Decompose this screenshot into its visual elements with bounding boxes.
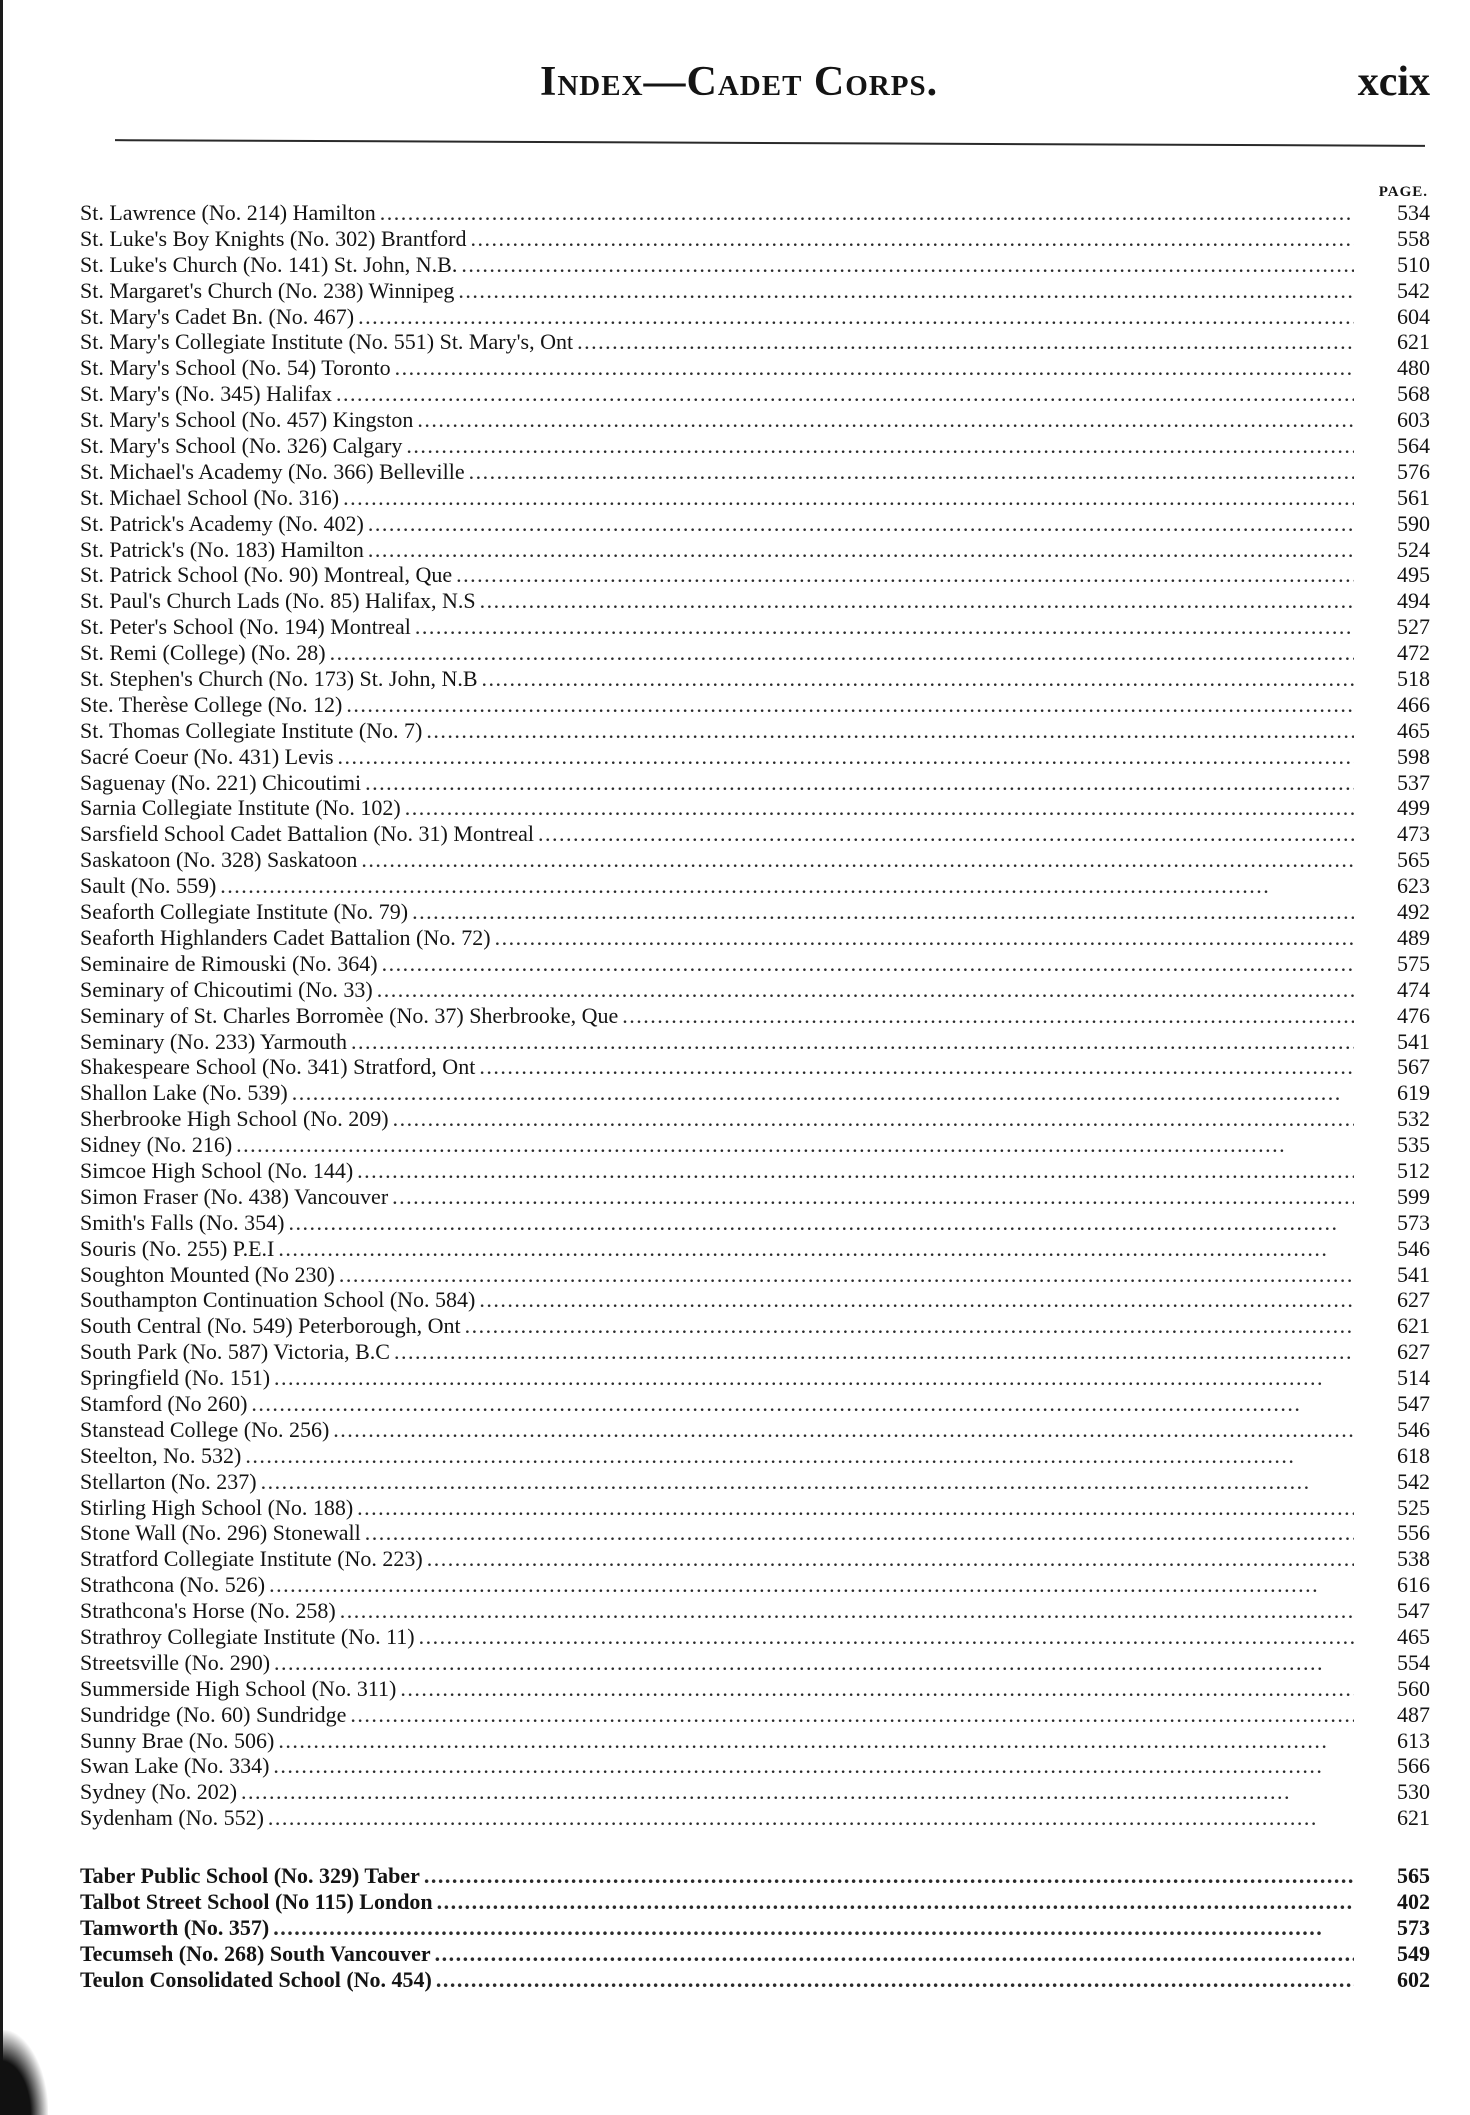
index-entry — [80, 1889, 1430, 1915]
index-entry — [80, 200, 1430, 226]
index-entry — [80, 847, 1430, 873]
entry-page-number: 603 — [1397, 407, 1430, 433]
entry-name: South Park (No. 587) Victoria, B.C — [80, 1339, 390, 1365]
dot-leader — [350, 1702, 1354, 1728]
dot-leader — [395, 355, 1354, 381]
index-entry — [80, 381, 1430, 407]
dot-leader — [220, 873, 1354, 899]
entry-page-number: 494 — [1397, 588, 1430, 614]
index-entry — [80, 1779, 1430, 1805]
entry-name: Stanstead College (No. 256) — [80, 1416, 330, 1442]
index-entry — [80, 1158, 1430, 1184]
dot-leader — [268, 1805, 1354, 1831]
entry-page-number: 487 — [1397, 1701, 1430, 1727]
dot-leader — [365, 1520, 1354, 1546]
entry-name: Sidney (No. 216) — [80, 1132, 233, 1158]
dot-leader — [273, 1915, 1354, 1941]
entry-page-number: 602 — [1397, 1966, 1430, 1992]
entry-page-number: 510 — [1397, 251, 1430, 277]
index-entry — [80, 692, 1430, 718]
entry-page-number: 566 — [1397, 1753, 1430, 1779]
index-entry — [80, 355, 1430, 381]
entry-name: St. Michael's Academy (No. 366) Belleville — [80, 458, 465, 484]
entry-page-number: 499 — [1397, 795, 1430, 821]
index-entry — [80, 770, 1430, 796]
entry-name: Seminary of Chicoutimi (No. 33) — [80, 976, 373, 1002]
dot-leader — [437, 1889, 1354, 1915]
entry-name: St. Patrick School (No. 90) Montreal, Que — [80, 562, 453, 588]
dot-leader — [292, 1080, 1354, 1106]
entry-name: Seaforth Highlanders Cadet Battalion (No. 72) — [80, 924, 491, 950]
entry-name: Seminaire de Rimouski (No. 364) — [80, 950, 378, 976]
entry-page-number: 547 — [1397, 1598, 1430, 1624]
dot-leader — [419, 1624, 1354, 1650]
page-number: xcix — [1357, 59, 1430, 105]
entry-name: Sarsfield School Cadet Battalion (No. 31) Montreal — [80, 821, 534, 847]
entry-page-number: 534 — [1397, 200, 1430, 225]
dot-leader — [412, 899, 1354, 925]
entry-page-number: 627 — [1397, 1287, 1430, 1313]
entry-page-number: 564 — [1397, 433, 1430, 459]
entry-page-number: 489 — [1397, 924, 1430, 950]
index-entry — [80, 1598, 1430, 1624]
index-entry — [80, 1029, 1430, 1055]
dot-leader — [368, 511, 1354, 537]
index-entry — [80, 537, 1430, 563]
index-entry — [80, 1287, 1430, 1313]
entry-name: Southampton Continuation School (No. 584) — [80, 1287, 476, 1313]
entry-page-number: 556 — [1397, 1520, 1430, 1546]
dot-leader — [365, 770, 1354, 796]
dot-leader — [241, 1779, 1354, 1805]
dot-leader — [336, 381, 1354, 407]
index-entry — [80, 1572, 1430, 1598]
entry-page-number: 567 — [1397, 1054, 1430, 1080]
entry-page-number: 621 — [1397, 1805, 1430, 1831]
index-entry — [80, 1106, 1430, 1132]
dot-leader — [406, 433, 1354, 459]
index-entry — [80, 1054, 1430, 1080]
entry-page-number: 590 — [1397, 510, 1430, 536]
dot-leader — [427, 1546, 1354, 1572]
index-entry — [80, 821, 1430, 847]
dot-leader — [261, 1469, 1354, 1495]
entry-name: Seminary (No. 233) Yarmouth — [80, 1028, 348, 1054]
dot-leader — [351, 1029, 1354, 1055]
entry-page-number: 618 — [1397, 1442, 1430, 1468]
index-entry — [80, 1469, 1430, 1495]
dot-leader — [251, 1391, 1354, 1417]
entry-name: St. Peter's School (No. 194) Montreal — [80, 614, 411, 640]
dot-leader — [471, 226, 1355, 252]
index-entry — [80, 304, 1430, 330]
entry-name: Sydney (No. 202) — [80, 1779, 238, 1805]
index-entry — [80, 1417, 1430, 1443]
dot-leader — [417, 407, 1354, 433]
index-entry — [80, 977, 1430, 1003]
index-entry — [80, 252, 1430, 278]
index-entry — [80, 1262, 1430, 1288]
entry-page-number: 535 — [1397, 1132, 1430, 1158]
entry-page-number: 473 — [1397, 821, 1430, 847]
index-entry — [80, 1650, 1430, 1676]
entry-name: Sarnia Collegiate Institute (No. 102) — [80, 795, 401, 821]
entry-name: Saguenay (No. 221) Chicoutimi — [80, 769, 362, 795]
index-entry — [80, 1546, 1430, 1572]
entry-name: Sault (No. 559) — [80, 873, 217, 899]
entry-name: Sunny Brae (No. 506) — [80, 1727, 275, 1753]
index-entry — [80, 744, 1430, 770]
entry-page-number: 561 — [1397, 484, 1430, 510]
dot-leader — [278, 1236, 1354, 1262]
entry-name: St. Mary's School (No. 54) Toronto — [80, 355, 391, 381]
entry-page-number: 623 — [1397, 873, 1430, 899]
index-entry — [80, 899, 1430, 925]
dot-leader — [405, 795, 1354, 821]
index-block-t — [80, 1863, 1430, 1992]
entry-page-number: 514 — [1397, 1365, 1430, 1391]
dot-leader — [288, 1210, 1354, 1236]
entry-name: Simon Fraser (No. 438) Vancouver — [80, 1183, 389, 1209]
entry-page-number: 480 — [1397, 355, 1430, 381]
page-title: Index—Cadet Corps. — [540, 59, 939, 105]
index-entry — [80, 873, 1430, 899]
dot-leader — [426, 718, 1354, 744]
entry-page-number: 616 — [1397, 1572, 1430, 1598]
entry-name: Stone Wall (No. 296) Stonewall — [80, 1520, 361, 1546]
dot-leader — [394, 1339, 1354, 1365]
entry-name: St. Mary's School (No. 326) Calgary — [80, 433, 403, 459]
entry-page-number: 465 — [1397, 717, 1430, 743]
entry-page-number: 542 — [1397, 1468, 1430, 1494]
entry-name: St. Paul's Church Lads (No. 85) Halifax, N.S — [80, 588, 476, 614]
entry-page-number: 524 — [1397, 536, 1430, 562]
entry-page-number: 573 — [1397, 1209, 1430, 1235]
dot-leader — [622, 1003, 1354, 1029]
entry-page-number: 530 — [1397, 1779, 1430, 1805]
entry-name: Strathroy Collegiate Institute (No. 11) — [80, 1623, 415, 1649]
index-entry — [80, 795, 1430, 821]
entry-name: Simcoe High School (No. 144) — [80, 1157, 354, 1183]
entry-name: South Central (No. 549) Peterborough, Ont — [80, 1313, 461, 1339]
entry-page-number: 621 — [1397, 1313, 1430, 1339]
entry-page-number: 465 — [1397, 1623, 1430, 1649]
dot-leader — [333, 1417, 1354, 1443]
dot-leader — [465, 1313, 1354, 1339]
page-column-label: PAGE. — [1378, 184, 1428, 200]
index-entry — [80, 511, 1430, 537]
entry-page-number: 466 — [1397, 691, 1430, 717]
entry-page-number: 558 — [1397, 225, 1430, 251]
entry-page-number: 476 — [1397, 1002, 1430, 1028]
entry-name: Streetsville (No. 290) — [80, 1649, 271, 1675]
dot-leader — [357, 1495, 1354, 1521]
entry-name: St. Remi (College) (No. 28) — [80, 640, 326, 666]
entry-name: Springfield (No. 151) — [80, 1365, 271, 1391]
entry-page-number: 472 — [1397, 640, 1430, 666]
index-entry — [80, 1520, 1430, 1546]
entry-name: Smith's Falls (No. 354) — [80, 1209, 285, 1235]
entry-page-number: 599 — [1397, 1183, 1430, 1209]
entry-name: Summerside High School (No. 311) — [80, 1675, 397, 1701]
dot-leader — [358, 304, 1354, 330]
entry-name: Tecumseh (No. 268) South Vancouver — [80, 1940, 431, 1966]
dot-leader — [400, 1676, 1354, 1702]
entry-name: St. Luke's Church (No. 141) St. John, N.B. — [80, 251, 458, 277]
dot-leader — [577, 329, 1354, 355]
dot-leader — [415, 614, 1354, 640]
entry-name: St. Mary's (No. 345) Halifax — [80, 381, 333, 407]
entry-name: St. Michael School (No. 316) — [80, 484, 340, 510]
entry-name: Taber Public School (No. 329) Taber — [80, 1863, 420, 1888]
scan-corner-shadow — [0, 2030, 48, 2115]
entry-page-number: 560 — [1397, 1675, 1430, 1701]
index-entry — [80, 1863, 1430, 1889]
entry-name: St. Thomas Collegiate Institute (No. 7) — [80, 717, 423, 743]
dot-leader — [393, 1106, 1354, 1132]
entry-name: Teulon Consolidated School (No. 454) — [80, 1966, 432, 1992]
index-entry — [80, 1132, 1430, 1158]
index-entry — [80, 1753, 1430, 1779]
entry-name: Stamford (No 260) — [80, 1390, 248, 1416]
entry-name: Soughton Mounted (No 230) — [80, 1261, 335, 1287]
index-entry — [80, 407, 1430, 433]
entry-page-number: 627 — [1397, 1339, 1430, 1365]
entry-page-number: 512 — [1397, 1157, 1430, 1183]
entry-name: Strathcona (No. 526) — [80, 1572, 266, 1598]
index-entry — [80, 1676, 1430, 1702]
entry-name: Stirling High School (No. 188) — [80, 1494, 354, 1520]
entry-page-number: 541 — [1397, 1028, 1430, 1054]
entry-page-number: 576 — [1397, 458, 1430, 484]
index-entry — [80, 226, 1430, 252]
entry-page-number: 518 — [1397, 666, 1430, 692]
dot-leader — [330, 640, 1354, 666]
dot-leader — [480, 588, 1354, 614]
dot-leader — [461, 252, 1354, 278]
running-header — [0, 48, 1470, 118]
entry-page-number: 549 — [1397, 1940, 1430, 1966]
entry-page-number: 575 — [1397, 950, 1430, 976]
entry-name: St. Margaret's Church (No. 238) Winnipeg — [80, 277, 455, 303]
entry-page-number: 541 — [1397, 1261, 1430, 1287]
entry-name: Seminary of St. Charles Borromèe (No. 37) Sherbrooke, Que — [80, 1002, 619, 1028]
entry-name: Stratford Collegiate Institute (No. 223) — [80, 1546, 423, 1572]
index-entry — [80, 1210, 1430, 1236]
entry-name: St. Mary's School (No. 457) Kingston — [80, 407, 414, 433]
index-entry — [80, 1805, 1430, 1831]
index-entry — [80, 329, 1430, 355]
entry-name: St. Mary's Collegiate Institute (No. 551) St. Mary's, Ont — [80, 329, 574, 355]
entry-name: Swan Lake (No. 334) — [80, 1753, 270, 1779]
entry-name: St. Patrick's Academy (No. 402) — [80, 510, 364, 536]
index-entry — [80, 1941, 1430, 1967]
entry-page-number: 537 — [1397, 769, 1430, 795]
index-entry — [80, 1443, 1430, 1469]
dot-leader — [368, 537, 1354, 563]
dot-leader — [357, 1158, 1354, 1184]
entry-name: St. Patrick's (No. 183) Hamilton — [80, 536, 364, 562]
index-entry — [80, 1624, 1430, 1650]
entry-name: St. Luke's Boy Knights (No. 302) Brantford — [80, 225, 467, 251]
page-binding-edge — [0, 0, 14, 2115]
index-entry — [80, 562, 1430, 588]
entry-page-number: 568 — [1397, 381, 1430, 407]
dot-leader — [435, 1941, 1354, 1967]
entry-name: Steelton, No. 532) — [80, 1442, 242, 1468]
entry-name: Ste. Therèse College (No. 12) — [80, 691, 343, 717]
dot-leader — [479, 1054, 1354, 1080]
dot-leader — [338, 744, 1354, 770]
index-entry — [80, 951, 1430, 977]
entry-page-number: 546 — [1397, 1416, 1430, 1442]
dot-leader — [343, 485, 1354, 511]
index-entry — [80, 1967, 1430, 1993]
dot-leader — [495, 925, 1354, 951]
entry-name: Sherbrooke High School (No. 209) — [80, 1106, 389, 1132]
index-block-st — [80, 200, 1430, 1831]
entry-page-number: 542 — [1397, 277, 1430, 303]
entry-page-number: 525 — [1397, 1494, 1430, 1520]
entry-name: Sydenham (No. 552) — [80, 1805, 264, 1831]
dot-leader — [245, 1443, 1354, 1469]
index-entry — [80, 485, 1430, 511]
index-entry — [80, 666, 1430, 692]
entry-page-number: 613 — [1397, 1727, 1430, 1753]
index-entry — [80, 459, 1430, 485]
index-entry — [80, 433, 1430, 459]
index-entry — [80, 1184, 1430, 1210]
entry-page-number: 532 — [1397, 1106, 1430, 1132]
dot-leader — [458, 278, 1354, 304]
index-entry — [80, 614, 1430, 640]
index-entry — [80, 1728, 1430, 1754]
dot-leader — [456, 562, 1354, 588]
dot-leader — [538, 821, 1354, 847]
entry-name: Stellarton (No. 237) — [80, 1468, 257, 1494]
entry-page-number: 527 — [1397, 614, 1430, 640]
index-entry — [80, 1080, 1430, 1106]
entry-page-number: 565 — [1397, 847, 1430, 873]
dot-leader — [269, 1572, 1354, 1598]
dot-leader — [236, 1132, 1354, 1158]
dot-leader — [340, 1598, 1354, 1624]
index-entry — [80, 278, 1430, 304]
dot-leader — [436, 1967, 1354, 1993]
entry-name: Sacré Coeur (No. 431) Levis — [80, 743, 334, 769]
dot-leader — [482, 666, 1354, 692]
index-entry — [80, 1391, 1430, 1417]
dot-leader — [392, 1184, 1354, 1210]
dot-leader — [469, 459, 1354, 485]
index-entry — [80, 1236, 1430, 1262]
entry-name: Saskatoon (No. 328) Saskatoon — [80, 847, 358, 873]
entry-name: St. Lawrence (No. 214) Hamilton — [80, 200, 376, 225]
index-entry — [80, 640, 1430, 666]
entry-name: Souris (No. 255) P.E.I — [80, 1235, 275, 1261]
dot-leader — [424, 1863, 1354, 1889]
entry-page-number: 495 — [1397, 562, 1430, 588]
dot-leader — [361, 847, 1354, 873]
entry-page-number: 554 — [1397, 1649, 1430, 1675]
entry-name: Talbot Street School (No 115) London — [80, 1888, 433, 1914]
entry-page-number: 598 — [1397, 743, 1430, 769]
entry-page-number: 621 — [1397, 329, 1430, 355]
index-entry — [80, 588, 1430, 614]
entry-page-number: 573 — [1397, 1914, 1430, 1940]
entry-page-number: 492 — [1397, 899, 1430, 925]
entry-page-number: 538 — [1397, 1546, 1430, 1572]
index-entry — [80, 1495, 1430, 1521]
entry-page-number: 547 — [1397, 1390, 1430, 1416]
entry-page-number: 546 — [1397, 1235, 1430, 1261]
dot-leader — [339, 1262, 1354, 1288]
dot-leader — [380, 200, 1354, 226]
entry-page-number: 604 — [1397, 303, 1430, 329]
entry-name: St. Stephen's Church (No. 173) St. John, N.B — [80, 666, 478, 692]
entry-name: Tamworth (No. 357) — [80, 1914, 270, 1940]
dot-leader — [382, 951, 1354, 977]
index-entry — [80, 1003, 1430, 1029]
entry-name: Shallon Lake (No. 539) — [80, 1080, 288, 1106]
index-entry — [80, 1313, 1430, 1339]
entry-page-number: 402 — [1397, 1888, 1430, 1914]
dot-leader — [346, 692, 1354, 718]
entry-page-number: 565 — [1397, 1863, 1430, 1888]
index-entry — [80, 1702, 1430, 1728]
index-entry — [80, 1339, 1430, 1365]
entry-name: Shakespeare School (No. 341) Stratford, Ont — [80, 1054, 476, 1080]
index-entry — [80, 718, 1430, 744]
entry-name: Strathcona's Horse (No. 258) — [80, 1598, 336, 1624]
index-entry — [80, 1365, 1430, 1391]
dot-leader — [278, 1728, 1354, 1754]
entry-name: Seaforth Collegiate Institute (No. 79) — [80, 899, 409, 925]
dot-leader — [273, 1753, 1354, 1779]
dot-leader — [274, 1365, 1354, 1391]
dot-leader — [479, 1287, 1354, 1313]
index-entry — [80, 1915, 1430, 1941]
dot-leader — [274, 1650, 1354, 1676]
index-entry — [80, 925, 1430, 951]
entry-page-number: 474 — [1397, 976, 1430, 1002]
entry-page-number: 619 — [1397, 1080, 1430, 1106]
entry-name: St. Mary's Cadet Bn. (No. 467) — [80, 303, 355, 329]
dot-leader — [377, 977, 1354, 1003]
entry-name: Sundridge (No. 60) Sundridge — [80, 1701, 347, 1727]
header-rule — [115, 139, 1425, 147]
